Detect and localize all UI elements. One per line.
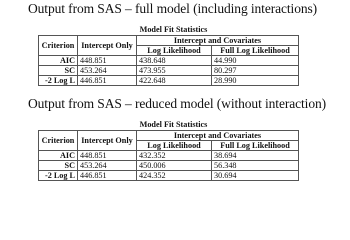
header-intercept-and-covariates: Intercept and Covariates <box>137 131 299 141</box>
cell-log-likelihood: 432.352 <box>137 151 212 161</box>
table-row <box>39 76 299 86</box>
subheader-log-likelihood: Log Likelihood <box>137 46 212 56</box>
row-criterion: AIC <box>39 151 78 161</box>
table-row <box>39 66 299 76</box>
cell-full-log-likelihood: 80.297 <box>212 66 299 76</box>
row-criterion: SC <box>39 161 78 171</box>
subheader-log-likelihood: Log Likelihood <box>137 141 212 151</box>
header-intercept-only: Intercept Only <box>78 131 137 151</box>
table-caption: Model Fit Statistics <box>139 120 208 129</box>
cell-intercept-only: 453.264 <box>78 161 137 171</box>
header-intercept-and-covariates: Intercept and Covariates <box>137 36 299 46</box>
cell-full-log-likelihood: 44.990 <box>212 56 299 66</box>
cell-intercept-only: 446.851 <box>78 76 137 86</box>
row-criterion: SC <box>39 66 78 76</box>
cell-full-log-likelihood: 30.694 <box>212 171 299 181</box>
header-intercept-only: Intercept Only <box>78 36 137 56</box>
cell-intercept-only: 448.851 <box>78 151 137 161</box>
cell-intercept-only: 453.264 <box>78 66 137 76</box>
cell-full-log-likelihood: 38.694 <box>212 151 299 161</box>
header-criterion: Criterion <box>39 36 78 56</box>
table-row <box>39 161 299 171</box>
table-caption: Model Fit Statistics <box>139 25 208 34</box>
full-model-fit-statistics-table <box>38 25 299 86</box>
cell-log-likelihood: 424.352 <box>137 171 212 181</box>
full-model-title: Output from SAS – full model (including interactions) <box>28 1 318 16</box>
cell-full-log-likelihood: 28.990 <box>212 76 299 86</box>
cell-intercept-only: 448.851 <box>78 56 137 66</box>
table-row <box>39 56 299 66</box>
subheader-full-log-likelihood: Full Log Likelihood <box>212 46 299 56</box>
cell-log-likelihood: 422.648 <box>137 76 212 86</box>
row-criterion: AIC <box>39 56 78 66</box>
subheader-full-log-likelihood: Full Log Likelihood <box>212 141 299 151</box>
cell-log-likelihood: 438.648 <box>137 56 212 66</box>
cell-full-log-likelihood: 56.348 <box>212 161 299 171</box>
cell-log-likelihood: 473.955 <box>137 66 212 76</box>
table-row <box>39 151 299 161</box>
cell-intercept-only: 446.851 <box>78 171 137 181</box>
header-criterion: Criterion <box>39 131 78 151</box>
row-criterion: -2 Log L <box>39 76 78 86</box>
cell-log-likelihood: 450.006 <box>137 161 212 171</box>
table-row <box>39 171 299 181</box>
reduced-model-title: Output from SAS – reduced model (without interaction) <box>28 96 327 111</box>
reduced-model-fit-statistics-table <box>38 120 299 181</box>
row-criterion: -2 Log L <box>39 171 78 181</box>
